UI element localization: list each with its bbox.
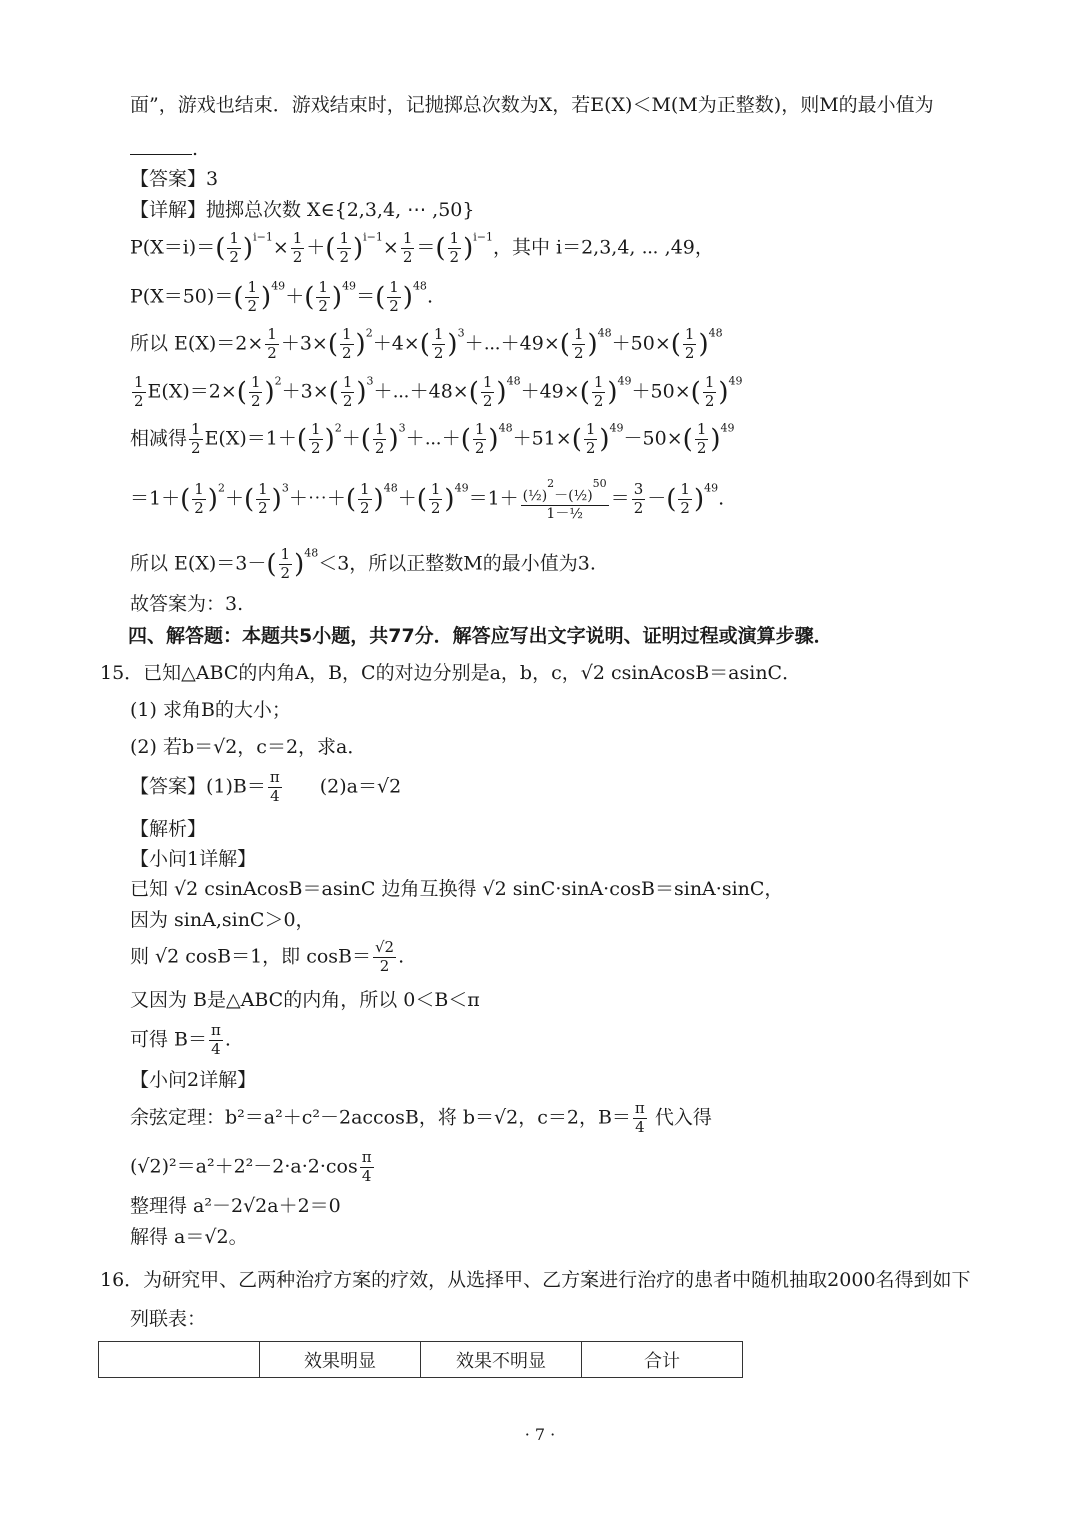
solution-line: 则 √2 cosB＝1，即 cosB＝ $\frac{√2}{2}$ . [130,938,405,975]
text-line: 面”，游戏也结束．游戏结束时，记抛掷总次数为X，若E(X)＜M(M为正整数)，则M的最小值为 [130,94,934,116]
answer-label: 【答案】3 [130,168,219,190]
equation-line: P(X＝50)＝( $\frac{1}{2}$ )$^{49}$＋( $\frac{1}{2}$ )$^{49}$＝( $\frac{1}{2}$ )$^{48}$. [130,278,433,315]
answer-blank-line: . [130,140,198,159]
answer-blank [130,154,192,155]
table-header-cell: 效果明显 [260,1342,421,1378]
sub1-label: 【小问1详解】 [130,848,257,870]
section-heading: 四、解答题：本题共5小题，共77分．解答应写出文字说明、证明过程或演算步骤． [128,625,833,647]
table-header-cell: 效果不明显 [421,1342,582,1378]
problem-16-stem-2: 列联表： [130,1308,207,1330]
table-row [99,1342,743,1378]
equation-line: 相减得 $\frac{1}{2}$ E(X)＝1＋( $\frac{1}{2}$ )$^2$＋( $\frac{1}{2}$ )$^3$＋⋯＋( $\frac{1}{2}$ )$^{48}$＋51×( $\frac{1}{2}$ )$^{49}$－50×( $\frac{1}{2}$ )$^{49}$ [130,420,735,457]
problem-15-stem: 15．已知△ABC的内角A，B，C的对边分别是a，b，c，√2 csinAcosB＝asinC． [100,662,802,684]
page-number: · 7 · [524,1425,556,1444]
equation-line: 所以 E(X)＝3－( $\frac{1}{2}$ )$^{48}$＜3，所以正整数M的最小值为3. [130,545,596,582]
sub2-label: 【小问2详解】 [130,1069,257,1091]
solution-line: 因为 sinA,sinC＞0， [130,909,315,931]
table-header-cell [99,1342,260,1378]
solution-line: 解得 a＝√2。 [130,1226,248,1248]
solution-line: 又因为 B是△ABC的内角，所以 0＜B＜π [130,989,480,1011]
table-header-cell: 合计 [582,1342,743,1378]
final-answer: 故答案为：3. [130,593,244,615]
equation-line: 所以 E(X)＝2× $\frac{1}{2}$ ＋3×( $\frac{1}{2}$ )$^2$＋4×( $\frac{1}{2}$ )$^3$＋⋯＋49×( $\frac{1}{2}$ )$^{48}$＋50×( $\frac{1}{2}$ )$^{48}$ [130,325,723,362]
detail-label: 【详解】抛掷总次数 X∈{2,3,4, ⋯ ,50} [130,199,475,221]
equation-line: P(X＝i)＝( $\frac{1}{2}$ )$^{i-1}$× $\frac{1}{2}$ ＋( $\frac{1}{2}$ )$^{i-1}$× $\frac{1}{2}$ ＝( $\frac{1}{2}$ )$^{i-1}$，其中 i＝2,3,4, ⋯ ,49， [130,229,714,266]
problem-15-q2: (2) 若b＝√2，c＝2，求a． [130,736,367,758]
answer-line: 【答案】(1)B＝ $\frac{\pi}{4}$ (2)a＝√2 [130,768,402,805]
solution-line: 整理得 a²－2√2a＋2＝0 [130,1195,341,1217]
equation-line: ＝1＋( $\frac{1}{2}$ )$^2$＋( $\frac{1}{2}$ )$^3$＋⋯＋( $\frac{1}{2}$ )$^{48}$＋( $\frac{1}{2}$ )$^{49}$＝1＋ $\frac{(\frac{1}{2})^2-(\frac{1}{2})^{50}}{\text{1－½}}$ ＝ $\frac{3}{2}$ －( $\frac{1}{2}$ )$^{49}$. [130,477,725,522]
problem-15-q1: (1) 求角B的大小； [130,699,291,721]
equation-line: $\frac{1}{2}$ E(X)＝2×( $\frac{1}{2}$ )$^2$＋3×( $\frac{1}{2}$ )$^3$＋⋯＋48×( $\frac{1}{2}$ )$^{48}$＋49×( $\frac{1}{2}$ )$^{49}$＋50×( $\frac{1}{2}$ )$^{49}$ [134,373,743,410]
solution-line: 余弦定理：b²＝a²＋c²－2accosB，将 b＝√2，c＝2，B＝ $\frac{\pi}{4}$ 代入得 [130,1099,712,1136]
solution-line: 可得 B＝ $\frac{\pi}{4}$ . [130,1021,231,1058]
contingency-table [98,1341,743,1378]
analysis-label: 【解析】 [130,818,207,840]
solution-line: 已知 √2 csinAcosB＝asinC 边角互换得 √2 sinC·sinA·cosB＝sinA·sinC， [130,878,784,900]
problem-16-stem: 16．为研究甲、乙两种治疗方案的疗效，从选择甲、乙方案进行治疗的患者中随机抽取2000名得到如下 [100,1269,971,1291]
solution-line: (√2)²＝a²＋2²－2·a·2·cos $\frac{\pi}{4}$ [130,1148,372,1185]
